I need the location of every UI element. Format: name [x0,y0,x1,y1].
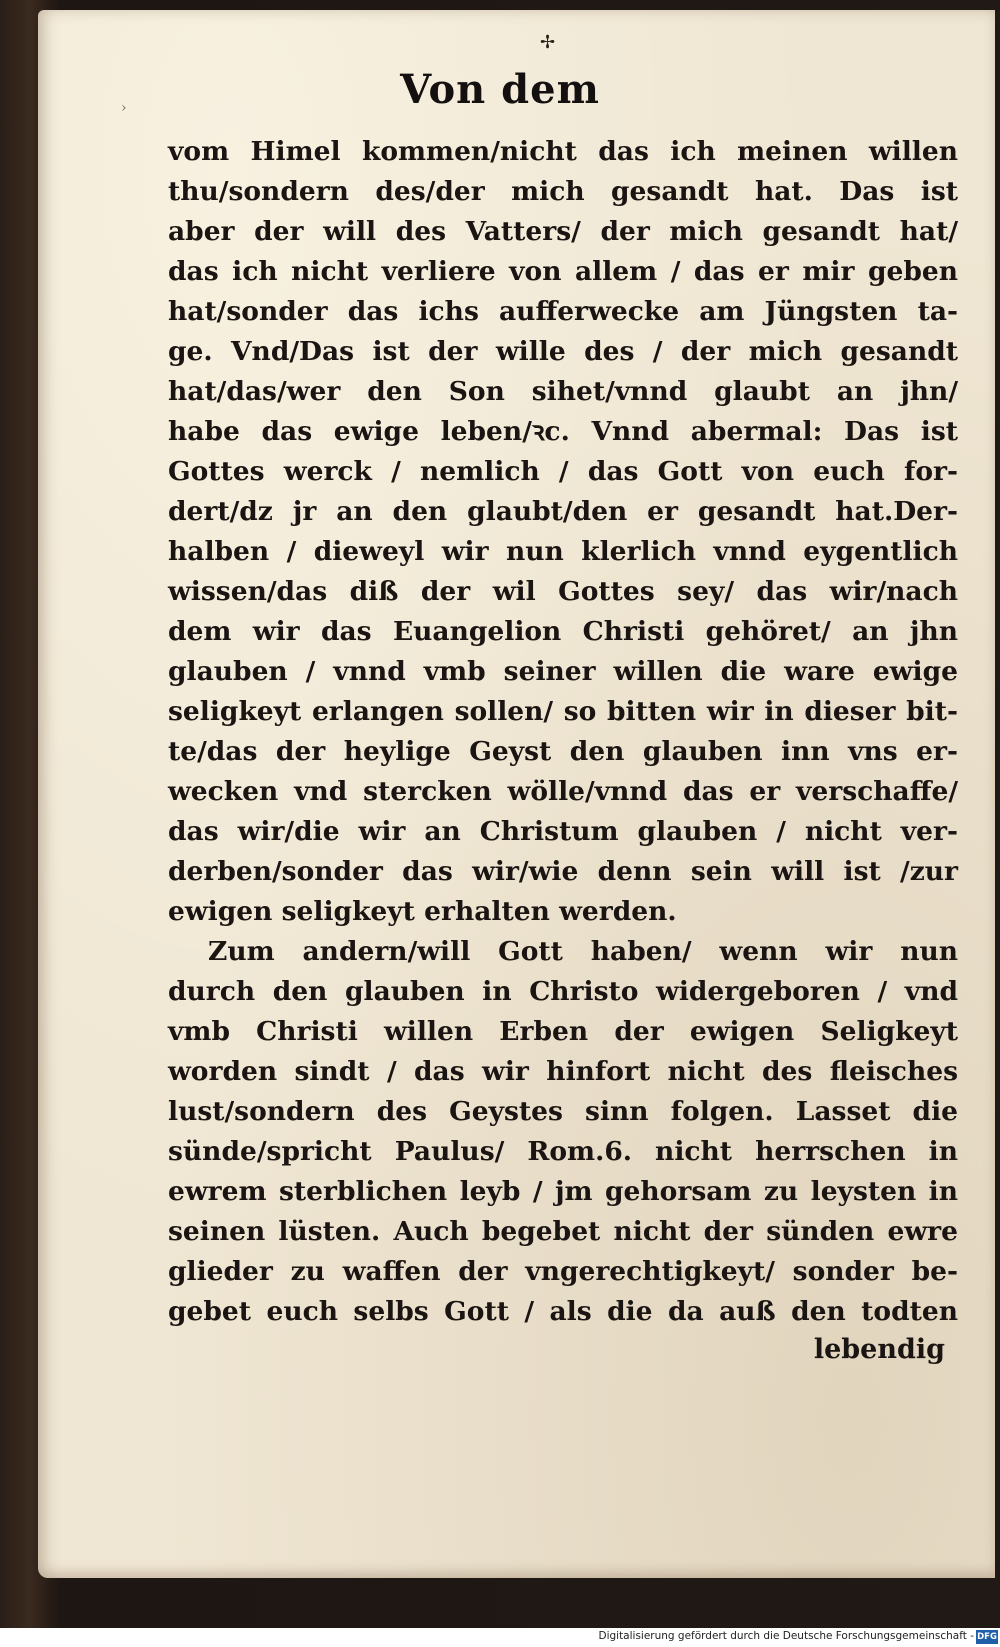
text-line: sünde/spricht Paulus/ Rom.6. nicht herrschen in [168,1136,958,1167]
text-line: das ich nicht verliere von allem / das er mir geben [168,256,958,287]
text-line: durch den glauben in Christo widergeboren / vnd [168,976,958,1007]
text-line: wissen/das diß der wil Gottes sey/ das wir/nach [168,576,958,607]
catchword: lebendig [813,1334,945,1365]
text-line: hat/sonder das ichs aufferwecke am Jüngsten ta- [168,296,958,327]
text-line: thu/sondern des/der mich gesandt hat. Das ist [168,176,958,207]
running-head: Von dem [400,66,600,113]
text-line: Gottes werck / nemlich / das Gott von euch for- [168,456,958,487]
text-line: hat/das/wer den Son sihet/vnnd glaubt an jhn/ [168,376,958,407]
text-line: worden sindt / das wir hinfort nicht des fleisches [168,1056,958,1087]
text-line: aber der will des Vatters/ der mich gesandt hat/ [168,216,958,247]
margin-mark: › [121,100,127,116]
dfg-logo-icon: DFG [977,1632,997,1642]
footer-strip [0,1628,1000,1647]
text-line: glieder zu waffen der vngerechtigkeyt/ sonder be- [168,1256,958,1287]
text-line: lust/sondern des Geystes sinn folgen. Lasset die [168,1096,958,1127]
text-line: gebet euch selbs Gott / als die da auß den todten [168,1296,958,1327]
text-line: ge. Vnd/Das ist der wille des / der mich gesandt [168,336,958,367]
text-line: ewigen seligkeyt erhalten werden. [168,896,677,927]
text-line: ewrem sterblichen leyb / jm gehorsam zu leysten in [168,1176,958,1207]
body-text [168,132,958,1332]
text-line: vom Himel kommen/nicht das ich meinen willen [168,136,958,167]
text-line: das wir/die wir an Christum glauben / nicht ver- [168,816,958,847]
text-line: vmb Christi willen Erben der ewigen Seligkeyt [168,1016,958,1047]
text-line: dert/dz jr an den glaubt/den er gesandt hat.Der- [168,496,958,527]
text-line: seligkeyt erlangen sollen/ so bitten wir in dieser bit- [168,696,958,727]
text-line: Zum andern/will Gott haben/ wenn wir nun [208,936,958,967]
text-line: te/das der heylige Geyst den glauben inn vns er- [168,736,958,767]
text-line: dem wir das Euangelion Christi gehöret/ an jhn [168,616,958,647]
text-line: glauben / vnnd vmb seiner willen die ware ewige [168,656,958,687]
top-ornament-mark: ✢ [540,32,556,53]
text-line: seinen lüsten. Auch begebet nicht der sünden ewre [168,1216,958,1247]
text-line: halben / dieweyl wir nun klerlich vnnd eygentlich [168,536,958,567]
text-line: derben/sonder das wir/wie denn sein will ist /zur [168,856,958,887]
text-line: habe das ewige leben/ꝛc. Vnnd abermal: Das ist [168,416,958,447]
text-line: wecken vnd stercken wölle/vnnd das er verschaffe/ [168,776,958,807]
funding-notice: Digitalisierung gefördert durch die Deutsche Forschungsgemeinschaft - [598,1630,974,1642]
